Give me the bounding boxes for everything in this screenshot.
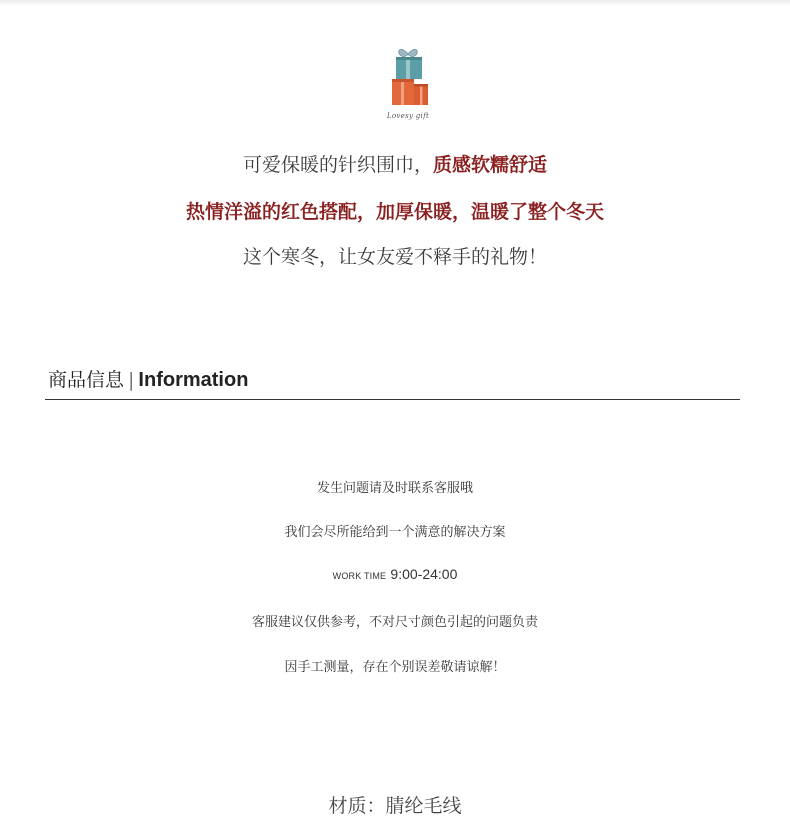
- top-divider-shadow: [0, 0, 790, 6]
- intro-line-1: [0, 150, 790, 177]
- notice-disclaimer: 客服建议仅供参考，不对尺寸颜色引起的问题负责: [251, 615, 538, 630]
- notice-measurement: 因手工测量，存在个别误差敬请谅解！: [284, 660, 506, 675]
- intro-line-2: 热情洋溢的红色搭配，加厚保暖，温暖了整个冬天: [185, 201, 604, 223]
- logo-caption: Lovesy gift: [386, 112, 430, 120]
- work-time-label: WORK TIME: [332, 571, 387, 581]
- notice-work-time: [0, 566, 790, 583]
- section-separator: |: [128, 369, 135, 391]
- section-title-en: Information: [138, 369, 249, 391]
- section-heading: [48, 365, 248, 392]
- section-divider: [45, 399, 740, 400]
- intro-line-1-emphasis: 质感软糯舒适: [433, 154, 548, 176]
- notice-solution: 我们会尽所能给到一个满意的解决方案: [284, 525, 506, 540]
- intro-line-1-text: 可爱保暖的针织围巾，: [242, 154, 433, 176]
- notice-contact: 发生问题请及时联系客服哦: [316, 481, 473, 496]
- section-title-zh: 商品信息: [48, 369, 125, 391]
- intro-line-3: 这个寒冬，让女友爱不释手的礼物！: [242, 246, 547, 268]
- material-line: 材质：腈纶毛线: [328, 795, 462, 817]
- brand-logo: [378, 46, 438, 128]
- work-time-hours: 9:00-24:00: [390, 566, 458, 582]
- stacked-gift-boxes-icon: [378, 46, 438, 110]
